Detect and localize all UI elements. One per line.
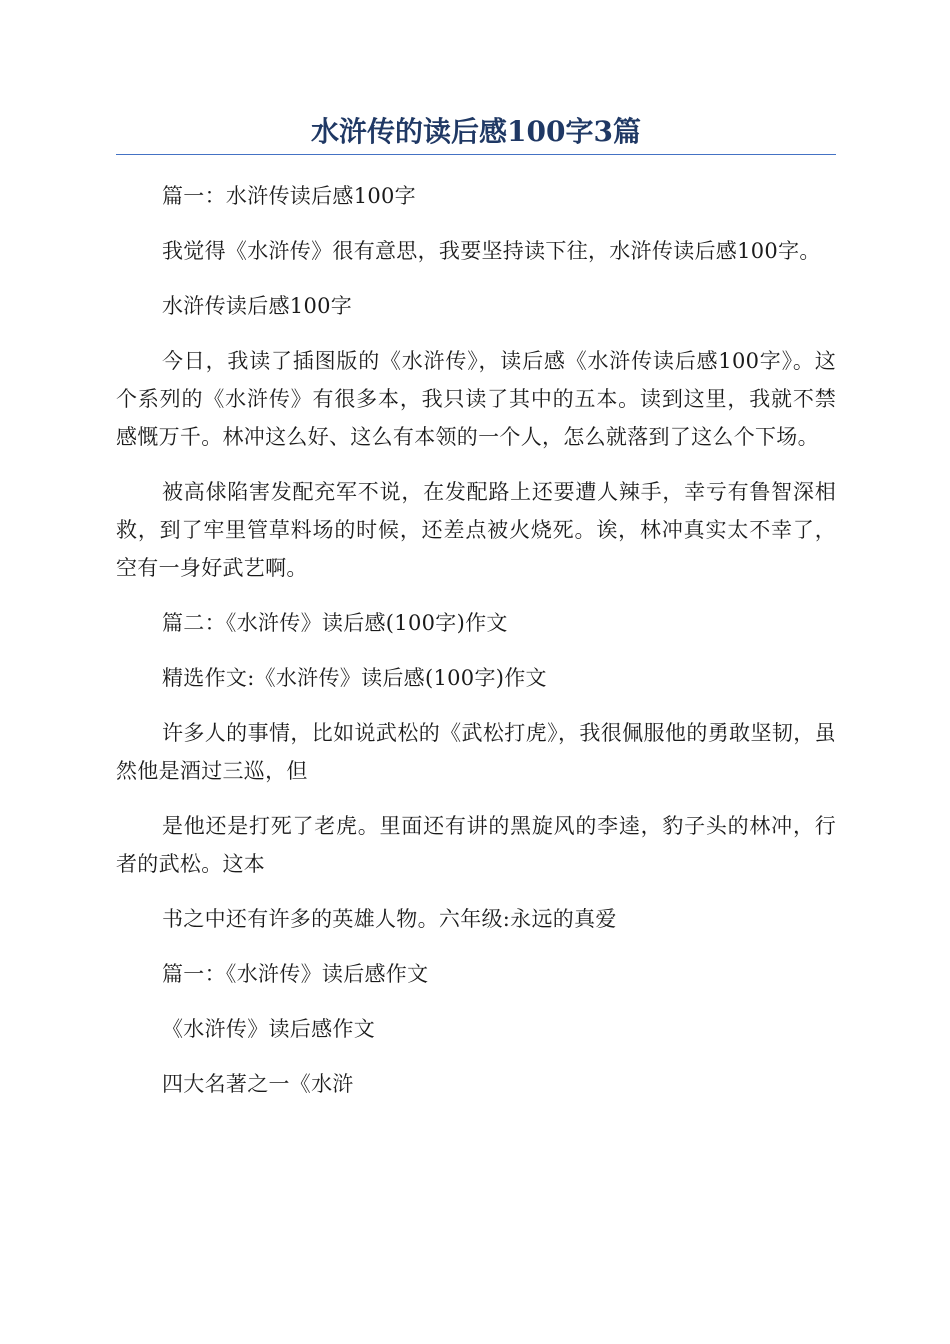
paragraph-10: 书之中还有许多的英雄人物。六年级:永远的真爱 [162, 907, 617, 931]
paragraph-3: 水浒传读后感100字 [162, 294, 353, 318]
document-title: 水浒传的读后感100字3篇 [311, 115, 641, 148]
paragraph-1: 篇一：水浒传读后感100字 [162, 184, 416, 208]
paragraph-11: 篇一：《水浒传》读后感作文 [162, 962, 429, 986]
paragraph-6: 篇二：《水浒传》读后感(100字)作文 [162, 611, 508, 635]
paragraph-9: 是他还是打死了老虎。里面还有讲的黑旋风的李逵，豹子头的林冲，行者的武松。这本 [116, 814, 836, 876]
paragraph-8: 许多人的事情，比如说武松的《武松打虎》，我很佩服他的勇敢坚韧，虽然他是酒过三巡，但 [116, 721, 836, 783]
paragraph-13: 四大名著之一《水浒 [162, 1072, 354, 1096]
document-page [116, 112, 836, 1120]
paragraph-2: 我觉得《水浒传》很有意思，我要坚持读下往，水浒传读后感100字。 [162, 239, 821, 263]
title-underline [116, 154, 836, 155]
paragraph-4: 今日，我读了插图版的《水浒传》，读后感《水浒传读后感100字》。这个系列的《水浒传》有很多本，我只读了其中的五本。读到这里，我就不禁感慨万千。林冲这么好、这么有本领的一个人，怎么就落到了这么个下场。 [116, 349, 836, 449]
paragraph-7: 精选作文:《水浒传》读后感(100字)作文 [162, 666, 547, 690]
paragraph-12: 《水浒传》读后感作文 [162, 1017, 375, 1041]
paragraph-5: 被高俅陷害发配充军不说，在发配路上还要遭人辣手，幸亏有鲁智深相救，到了牢里管草料场的时候，还差点被火烧死。诶，林冲真实太不幸了，空有一身好武艺啊。 [116, 480, 836, 580]
